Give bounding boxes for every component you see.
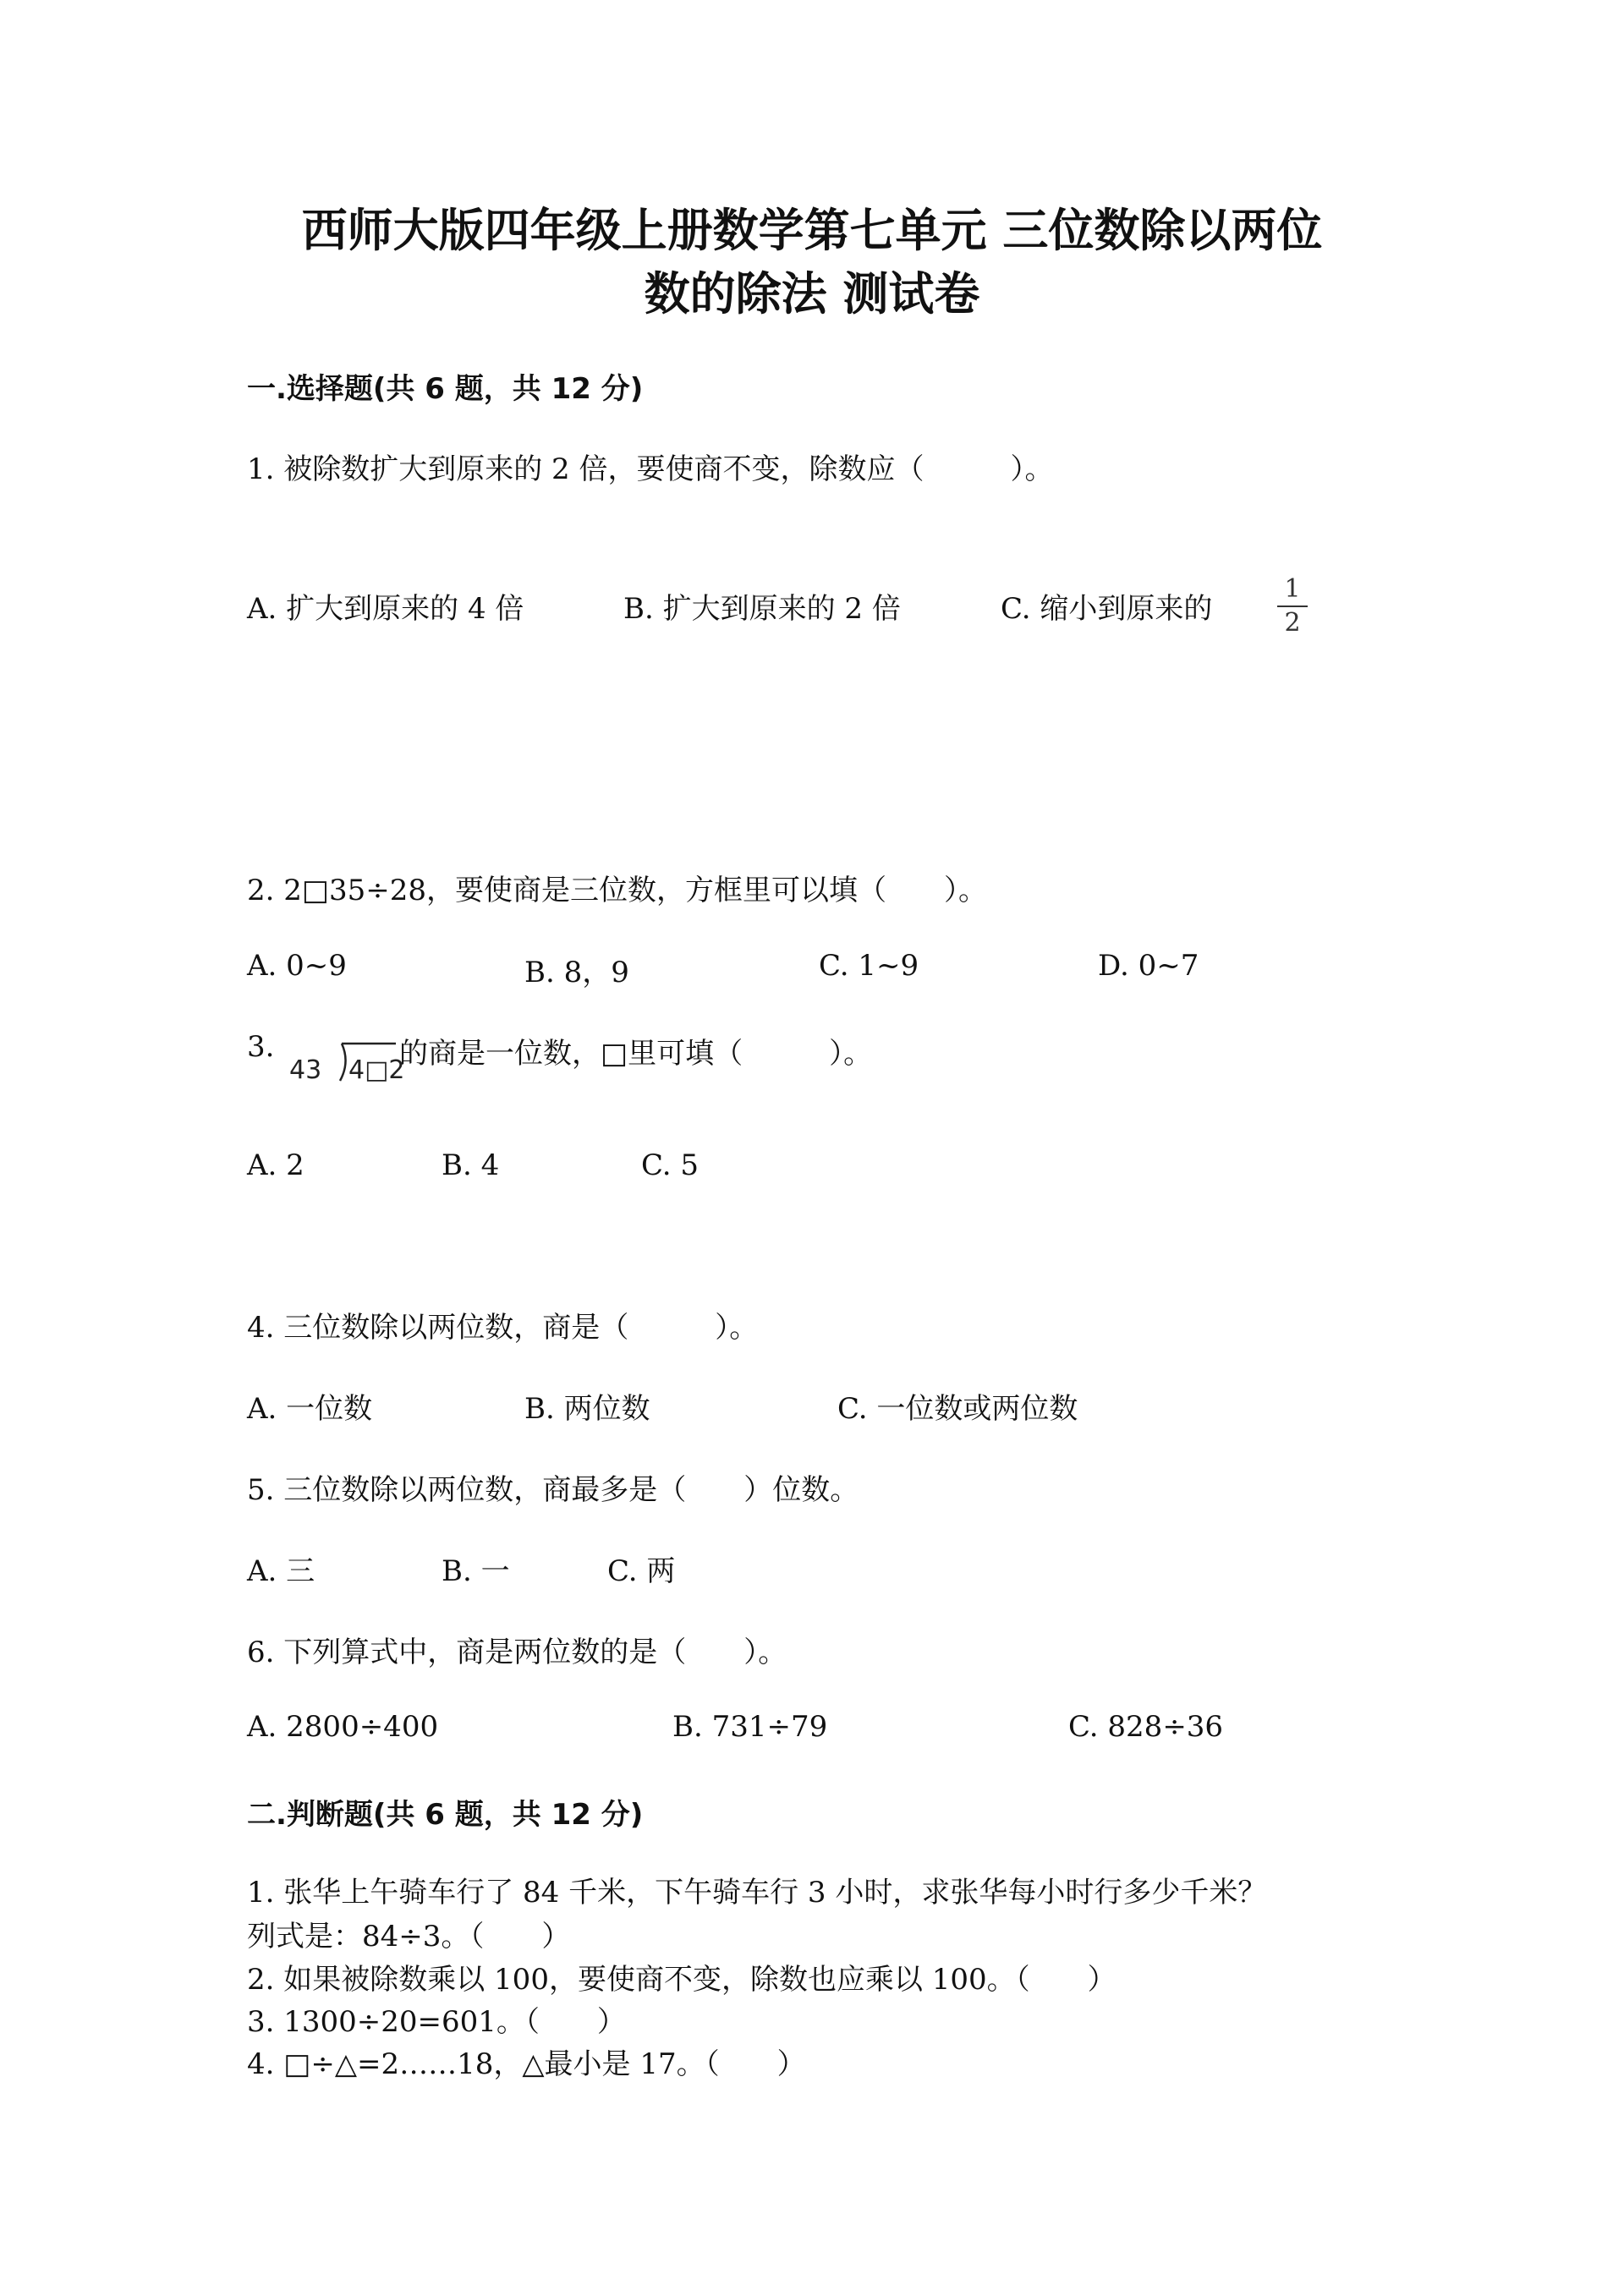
page-title-line1: 西师大版四年级上册数学第七单元 三位数除以两位 (301, 204, 1323, 257)
q4-stem: 4. 三位数除以两位数，商是（ ）。 (247, 1311, 759, 1345)
q6-option-a: A. 2800÷400 (247, 1710, 439, 1744)
q6-option-c: C. 828÷36 (1068, 1710, 1224, 1744)
q1-option-c: C. 缩小到原来的 (1001, 592, 1213, 626)
q3-option-a: A. 2 (247, 1148, 304, 1182)
judgment-item-2: 2. 如果被除数乘以 100，要使商不变，除数也应乘以 100。（ ） (247, 1963, 1116, 1997)
q2-stem: 2. 2□35÷28，要使商是三位数，方框里可以填（ ）。 (247, 874, 988, 907)
judgment-item-1: 1. 张华上午骑车行了 84 千米，下午骑车行 3 小时，求张华每小时行多少千米？ (247, 1876, 1267, 1910)
q3-option-c: C. 5 (641, 1148, 700, 1182)
q1-fraction-denominator: 2 (1284, 608, 1301, 638)
q5-option-c: C. 两 (607, 1554, 676, 1588)
q1-fraction-bar (1277, 606, 1308, 607)
q2-option-c: C. 1~9 (819, 949, 919, 983)
q2-option-b: B. 8，9 (524, 956, 629, 989)
q3-dividend: 4□2 (348, 1055, 405, 1085)
q2-option-a: A. 0~9 (247, 949, 347, 983)
q6-stem: 6. 下列算式中，商是两位数的是（ ）。 (247, 1636, 787, 1669)
q1-option-b: B. 扩大到原来的 2 倍 (623, 592, 901, 626)
q3-divisor: 43 (289, 1055, 322, 1085)
q3-long-division (288, 1032, 405, 1099)
judgment-item-4: 4. □÷△=2……18，△最小是 17。（ ） (247, 2047, 806, 2081)
q1-stem: 1. 被除数扩大到原来的 2 倍，要使商不变，除数应（ ）。 (247, 452, 1054, 486)
q5-option-a: A. 三 (247, 1554, 315, 1588)
q2-option-d: D. 0~7 (1098, 949, 1199, 983)
q3-option-b: B. 4 (442, 1148, 500, 1182)
section1-heading: 一.选择题(共 6 题，共 12 分) (247, 372, 644, 406)
q1-option-a: A. 扩大到原来的 4 倍 (247, 592, 524, 626)
q3-stem-suffix: 的商是一位数，□里可填（ ）。 (399, 1037, 873, 1071)
judgment-item-1-formula: 列式是：84÷3。（ ） (247, 1920, 571, 1954)
page-title-line2: 数的除法 测试卷 (644, 267, 980, 321)
q4-option-c: C. 一位数或两位数 (837, 1392, 1078, 1426)
q1-fraction-numerator: 1 (1284, 574, 1301, 604)
q5-option-b: B. 一 (442, 1554, 510, 1588)
q1-fraction (1277, 575, 1308, 638)
section2-heading: 二.判断题(共 6 题，共 12 分) (247, 1798, 644, 1832)
q4-option-a: A. 一位数 (247, 1392, 373, 1426)
judgment-item-3: 3. 1300÷20=601。（ ） (247, 2005, 626, 2039)
q5-stem: 5. 三位数除以两位数，商最多是（ ）位数。 (247, 1473, 859, 1507)
q3-stem-prefix: 3. (247, 1030, 275, 1064)
q6-option-b: B. 731÷79 (672, 1710, 828, 1744)
q4-option-b: B. 两位数 (524, 1392, 650, 1426)
